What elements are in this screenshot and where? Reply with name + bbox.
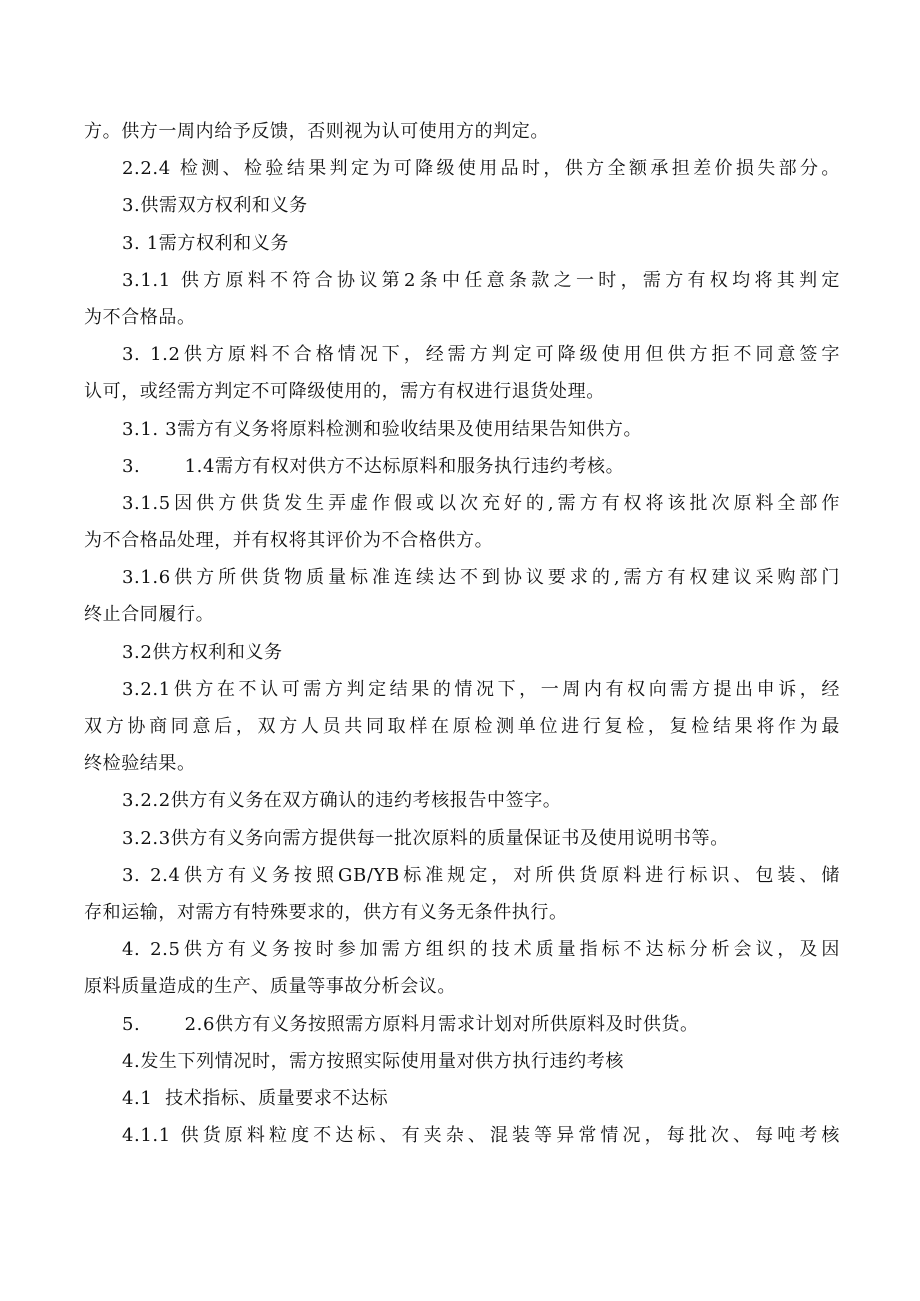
paragraph-line: 3. 1需方权利和义务 [122, 232, 289, 254]
paragraph-line: 2.2.4 检测、检验结果判定为可降级使用品时，供方全额承担差价损失部分。 [122, 158, 840, 180]
paragraph-line: 方。供方一周内给予反馈，否则视为认可使用方的判定。 [84, 121, 549, 142]
paragraph-line: 3.2.2供方有义务在双方确认的违约考核报告中签字。 [122, 790, 562, 812]
paragraph-line: 3.1. 3需方有义务将原料检测和验收结果及使用结果告知供方。 [122, 418, 643, 440]
paragraph-line: 3.供需双方权利和义务 [122, 195, 308, 217]
paragraph-line: 3.1.6供方所供货物质量标准连续达不到协议要求的,需方有权建议采购部门 [122, 567, 840, 589]
paragraph-line: 3. 2.4供方有义务按照GB/YB标准规定，对所供货原料进行标识、包装、储 [122, 864, 840, 886]
paragraph-line: 3.1.5因供方供货发生弄虚作假或以次充好的,需方有权将该批次原料全部作 [122, 492, 840, 514]
paragraph-line: 4. 2.5供方有义务按时参加需方组织的技术质量指标不达标分析会议，及因 [122, 939, 840, 961]
paragraph-line: 3.2供方权利和义务 [122, 641, 283, 663]
paragraph-line: 3.2.1供方在不认可需方判定结果的情况下，一周内有权向需方提出申诉，经 [122, 678, 840, 700]
paragraph-line: 5. 2.6供方有义务按照需方原料月需求计划对所供原料及时供货。 [122, 1013, 699, 1035]
paragraph-line: 存和运输，对需方有特殊要求的，供方有义务无条件执行。 [84, 901, 568, 923]
paragraph-line: 4.1.1 供货原料粒度不达标、有夹杂、混装等异常情况，每批次、每吨考核 [122, 1125, 840, 1147]
paragraph-line: 终止合同履行。 [84, 604, 215, 626]
paragraph-line: 为不合格品处理，并有权将其评价为不合格供方。 [84, 530, 494, 552]
paragraph-line: 3.1.1 供方原料不符合协议第2条中任意条款之一时，需方有权均将其判定 [122, 269, 840, 291]
paragraph-line: 为不合格品。 [84, 306, 196, 328]
paragraph-line: 3. 1.2供方原料不合格情况下，经需方判定可降级使用但供方拒不同意签字 [122, 344, 840, 366]
paragraph-line: 原料质量造成的生产、质量等事故分析会议。 [84, 976, 456, 998]
paragraph-line: 终检验结果。 [84, 753, 196, 775]
paragraph-line: 3. 1.4需方有权对供方不达标原料和服务执行违约考核。 [122, 455, 625, 477]
paragraph-line: 认可，或经需方判定不可降级使用的，需方有权进行退货处理。 [84, 381, 605, 403]
document-body [84, 113, 840, 1154]
paragraph-line: 4.1 技术指标、质量要求不达标 [122, 1087, 389, 1109]
paragraph-line: 4.发生下列情况时，需方按照实际使用量对供方执行违约考核 [122, 1050, 624, 1072]
paragraph-line: 3.2.3供方有义务向需方提供每一批次原料的质量保证书及使用说明书等。 [122, 827, 729, 849]
paragraph-line: 双方协商同意后，双方人员共同取样在原检测单位进行复检，复检结果将作为最 [84, 716, 840, 737]
